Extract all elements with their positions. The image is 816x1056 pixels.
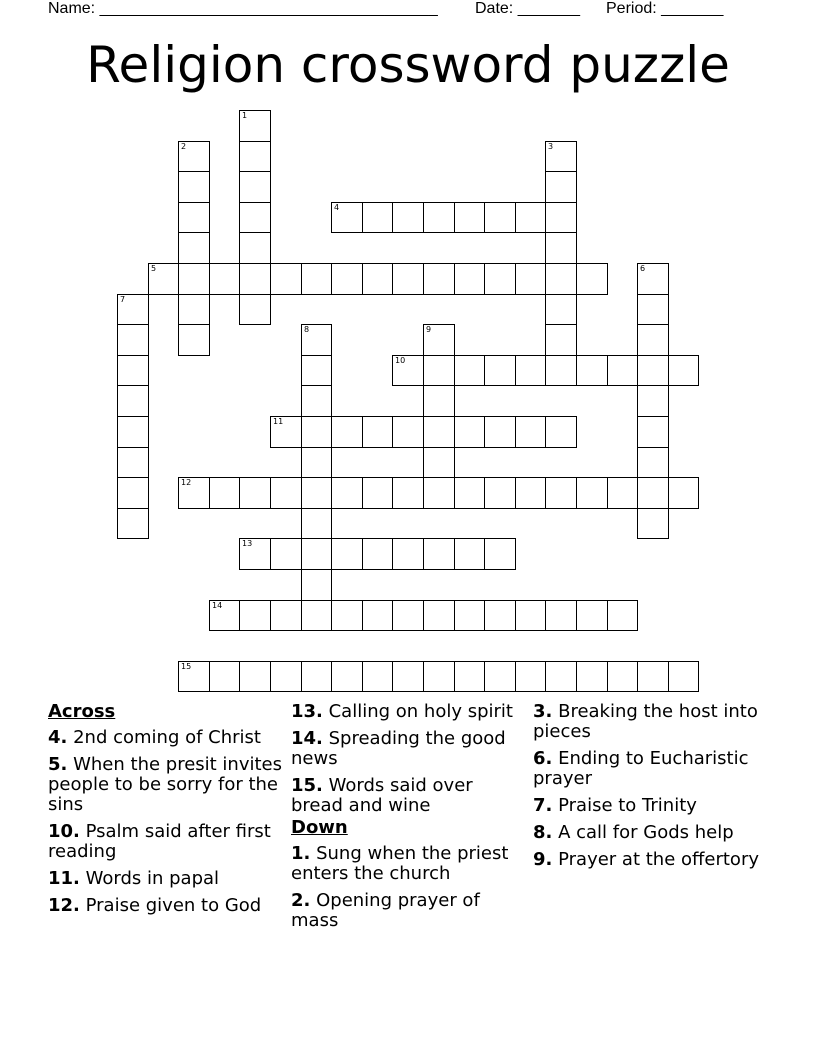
clue-text: Breaking the host into pieces [533, 701, 758, 742]
grid-cell[interactable] [545, 661, 577, 692]
grid-cell[interactable] [545, 232, 577, 264]
grid-cell[interactable] [270, 661, 302, 692]
grid-cell[interactable] [668, 661, 699, 692]
grid-cell[interactable] [301, 661, 332, 692]
clue-down-7 [533, 796, 773, 816]
date-field-label[interactable]: Date: _______ [475, 0, 580, 17]
grid-cell[interactable] [301, 355, 332, 386]
grid-cell[interactable] [117, 385, 149, 417]
grid-cell[interactable] [362, 477, 393, 509]
clue-text: Psalm said after first reading [48, 821, 271, 862]
grid-cell[interactable] [301, 600, 332, 631]
grid-cell[interactable] [545, 294, 577, 325]
clue-down-1 [291, 844, 526, 884]
grid-cell[interactable] [270, 477, 302, 509]
grid-cell[interactable] [545, 324, 577, 356]
grid-cell[interactable] [515, 600, 546, 631]
clue-text: Words in papal [79, 868, 220, 889]
grid-cell[interactable] [301, 538, 332, 570]
grid-cell[interactable] [239, 110, 271, 142]
grid-cell[interactable] [454, 477, 485, 509]
grid-cell[interactable] [117, 416, 149, 448]
grid-cell[interactable] [270, 416, 302, 448]
clue-down-9 [533, 850, 773, 870]
clue-number-label: 12 [181, 478, 192, 487]
grid-cell[interactable] [178, 141, 210, 172]
clue-across-12 [48, 896, 283, 916]
grid-cell[interactable] [178, 661, 210, 692]
grid-cell[interactable] [331, 477, 363, 509]
clue-number: 3. [533, 701, 553, 722]
grid-cell[interactable] [637, 324, 669, 356]
grid-cell[interactable] [545, 141, 577, 172]
grid-cell[interactable] [178, 324, 210, 356]
grid-cell[interactable] [423, 355, 455, 386]
clue-number-label: 2 [181, 142, 187, 151]
grid-cell[interactable] [576, 263, 608, 295]
clue-text: Praise given to God [79, 895, 262, 916]
clue-number-label: 4 [334, 203, 340, 212]
grid-cell[interactable] [637, 447, 669, 478]
grid-cell[interactable] [362, 263, 393, 295]
clue-across-14 [291, 729, 526, 769]
grid-cell[interactable] [423, 202, 455, 233]
clue-down-8 [533, 823, 773, 843]
grid-cell[interactable] [637, 263, 669, 295]
grid-cell[interactable] [392, 661, 424, 692]
clue-number: 11. [48, 868, 80, 889]
clue-text: Prayer at the offertory [552, 849, 759, 870]
clue-across-15 [291, 776, 526, 816]
clue-text: Words said over bread and wine [291, 775, 473, 816]
grid-cell[interactable] [545, 263, 577, 295]
grid-cell[interactable] [117, 355, 149, 386]
grid-cell[interactable] [301, 508, 332, 539]
grid-cell[interactable] [607, 355, 638, 386]
clue-number: 6. [533, 748, 553, 769]
clue-number-label: 13 [242, 539, 253, 548]
grid-cell[interactable] [423, 661, 455, 692]
clue-number: 1. [291, 843, 311, 864]
clue-text: Opening prayer of mass [291, 890, 480, 931]
grid-cell[interactable] [545, 416, 577, 448]
clue-text: When the presit invites people to be sorry for the sins [48, 754, 283, 815]
grid-cell[interactable] [392, 477, 424, 509]
grid-cell[interactable] [362, 416, 393, 448]
page-title: Religion crossword puzzle [86, 36, 730, 94]
grid-cell[interactable] [423, 477, 455, 509]
grid-cell[interactable] [454, 416, 485, 448]
grid-cell[interactable] [301, 447, 332, 478]
grid-cell[interactable] [301, 263, 332, 295]
grid-cell[interactable] [515, 202, 546, 233]
grid-cell[interactable] [178, 477, 210, 509]
grid-cell[interactable] [392, 416, 424, 448]
grid-cell[interactable] [148, 263, 179, 295]
clue-number-label: 8 [304, 325, 310, 334]
grid-cell[interactable] [239, 141, 271, 172]
grid-cell[interactable] [301, 569, 332, 601]
grid-cell[interactable] [239, 661, 271, 692]
clue-across-5 [48, 755, 283, 815]
grid-cell[interactable] [331, 600, 363, 631]
grid-cell[interactable] [607, 477, 638, 509]
grid-cell[interactable] [239, 477, 271, 509]
grid-cell[interactable] [545, 477, 577, 509]
clue-number: 2. [291, 890, 311, 911]
grid-cell[interactable] [301, 385, 332, 417]
grid-cell[interactable] [362, 538, 393, 570]
grid-cell[interactable] [362, 202, 393, 233]
grid-cell[interactable] [454, 661, 485, 692]
grid-cell[interactable] [117, 508, 149, 539]
clue-number-label: 14 [212, 601, 223, 610]
grid-cell[interactable] [331, 416, 363, 448]
clue-number-label: 11 [273, 417, 284, 426]
grid-cell[interactable] [454, 538, 485, 570]
clue-text: Ending to Eucharistic prayer [533, 748, 749, 789]
grid-cell[interactable] [637, 661, 669, 692]
grid-cell[interactable] [515, 355, 546, 386]
clue-text: Sung when the priest enters the church [291, 843, 509, 884]
grid-cell[interactable] [239, 263, 271, 295]
clue-number: 14. [291, 728, 323, 749]
clue-down-2 [291, 891, 526, 931]
clue-text: A call for Gods help [552, 822, 734, 843]
grid-cell[interactable] [484, 661, 516, 692]
grid-cell[interactable] [515, 477, 546, 509]
grid-cell[interactable] [484, 355, 516, 386]
grid-cell[interactable] [454, 355, 485, 386]
name-field-label[interactable]: Name: ______________________________________ [48, 0, 438, 17]
grid-cell[interactable] [484, 263, 516, 295]
grid-cell[interactable] [423, 600, 455, 631]
grid-cell[interactable] [668, 477, 699, 509]
grid-cell[interactable] [423, 447, 455, 478]
clue-number-label: 9 [426, 325, 432, 334]
grid-cell[interactable] [301, 477, 332, 509]
grid-cell[interactable] [392, 600, 424, 631]
grid-cell[interactable] [637, 355, 669, 386]
grid-cell[interactable] [392, 538, 424, 570]
grid-cell[interactable] [637, 477, 669, 509]
grid-cell[interactable] [515, 416, 546, 448]
clue-number: 7. [533, 795, 553, 816]
grid-cell[interactable] [484, 202, 516, 233]
grid-cell[interactable] [331, 538, 363, 570]
grid-cell[interactable] [637, 385, 669, 417]
grid-cell[interactable] [209, 263, 240, 295]
period-field-label[interactable]: Period: _______ [606, 0, 724, 17]
grid-cell[interactable] [392, 263, 424, 295]
grid-cell[interactable] [239, 294, 271, 325]
clue-number: 12. [48, 895, 80, 916]
clue-down-3 [533, 702, 773, 742]
grid-cell[interactable] [270, 263, 302, 295]
grid-cell[interactable] [484, 477, 516, 509]
grid-cell[interactable] [576, 600, 608, 631]
grid-cell[interactable] [331, 661, 363, 692]
grid-cell[interactable] [392, 355, 424, 386]
grid-cell[interactable] [117, 324, 149, 356]
grid-cell[interactable] [484, 416, 516, 448]
grid-cell[interactable] [178, 294, 210, 325]
grid-cell[interactable] [576, 355, 608, 386]
clue-text: Spreading the good news [291, 728, 506, 769]
grid-cell[interactable] [239, 600, 271, 631]
grid-cell[interactable] [209, 477, 240, 509]
grid-cell[interactable] [637, 416, 669, 448]
grid-cell[interactable] [270, 600, 302, 631]
grid-cell[interactable] [178, 171, 210, 203]
grid-cell[interactable] [545, 202, 577, 233]
clue-across-4 [48, 728, 283, 748]
grid-cell[interactable] [209, 661, 240, 692]
grid-cell[interactable] [301, 324, 332, 356]
grid-cell[interactable] [117, 294, 149, 325]
clue-down-6 [533, 749, 773, 789]
grid-cell[interactable] [607, 600, 638, 631]
clue-column-3 [533, 702, 773, 877]
clue-number: 9. [533, 849, 553, 870]
grid-cell[interactable] [637, 294, 669, 325]
clue-text: 2nd coming of Christ [67, 727, 261, 748]
clue-number-label: 7 [120, 295, 126, 304]
grid-cell[interactable] [117, 447, 149, 478]
across-heading: Across [48, 701, 116, 722]
grid-cell[interactable] [668, 355, 699, 386]
grid-cell[interactable] [178, 232, 210, 264]
grid-cell[interactable] [454, 202, 485, 233]
grid-cell[interactable] [545, 355, 577, 386]
grid-cell[interactable] [362, 661, 393, 692]
grid-cell[interactable] [576, 477, 608, 509]
grid-cell[interactable] [484, 600, 516, 631]
grid-cell[interactable] [362, 600, 393, 631]
grid-cell[interactable] [454, 263, 485, 295]
grid-cell[interactable] [423, 263, 455, 295]
grid-cell[interactable] [484, 538, 516, 570]
clue-number-label: 5 [151, 264, 157, 273]
clue-number-label: 3 [548, 142, 554, 151]
clue-text: Praise to Trinity [552, 795, 697, 816]
clue-column-1 [48, 702, 283, 923]
clue-number: 4. [48, 727, 68, 748]
clue-number-label: 10 [395, 356, 406, 365]
grid-cell[interactable] [209, 600, 240, 631]
grid-cell[interactable] [454, 600, 485, 631]
grid-cell[interactable] [423, 416, 455, 448]
clue-across-13 [291, 702, 526, 722]
clue-number: 5. [48, 754, 68, 775]
grid-cell[interactable] [178, 263, 210, 295]
clue-number-label: 6 [640, 264, 646, 273]
grid-cell[interactable] [545, 600, 577, 631]
clue-number-label: 1 [242, 111, 248, 120]
grid-cell[interactable] [239, 232, 271, 264]
clue-number: 15. [291, 775, 323, 796]
grid-cell[interactable] [423, 538, 455, 570]
grid-cell[interactable] [576, 661, 608, 692]
clue-number: 13. [291, 701, 323, 722]
grid-cell[interactable] [178, 202, 210, 233]
grid-cell[interactable] [301, 416, 332, 448]
clue-across-11 [48, 869, 283, 889]
grid-cell[interactable] [117, 477, 149, 509]
grid-cell[interactable] [270, 538, 302, 570]
clue-across-10 [48, 822, 283, 862]
clue-number: 8. [533, 822, 553, 843]
grid-cell[interactable] [515, 263, 546, 295]
grid-cell[interactable] [423, 385, 455, 417]
clue-number: 10. [48, 821, 80, 842]
grid-cell[interactable] [545, 171, 577, 203]
grid-cell[interactable] [607, 661, 638, 692]
grid-cell[interactable] [239, 171, 271, 203]
clue-column-2 [291, 702, 526, 938]
grid-cell[interactable] [331, 263, 363, 295]
grid-cell[interactable] [423, 324, 455, 356]
grid-cell[interactable] [392, 202, 424, 233]
grid-cell[interactable] [239, 538, 271, 570]
clue-number-label: 15 [181, 662, 192, 671]
grid-cell[interactable] [515, 661, 546, 692]
down-heading: Down [291, 817, 348, 838]
grid-cell[interactable] [331, 202, 363, 233]
clue-text: Calling on holy spirit [322, 701, 513, 722]
grid-cell[interactable] [239, 202, 271, 233]
grid-cell[interactable] [637, 508, 669, 539]
